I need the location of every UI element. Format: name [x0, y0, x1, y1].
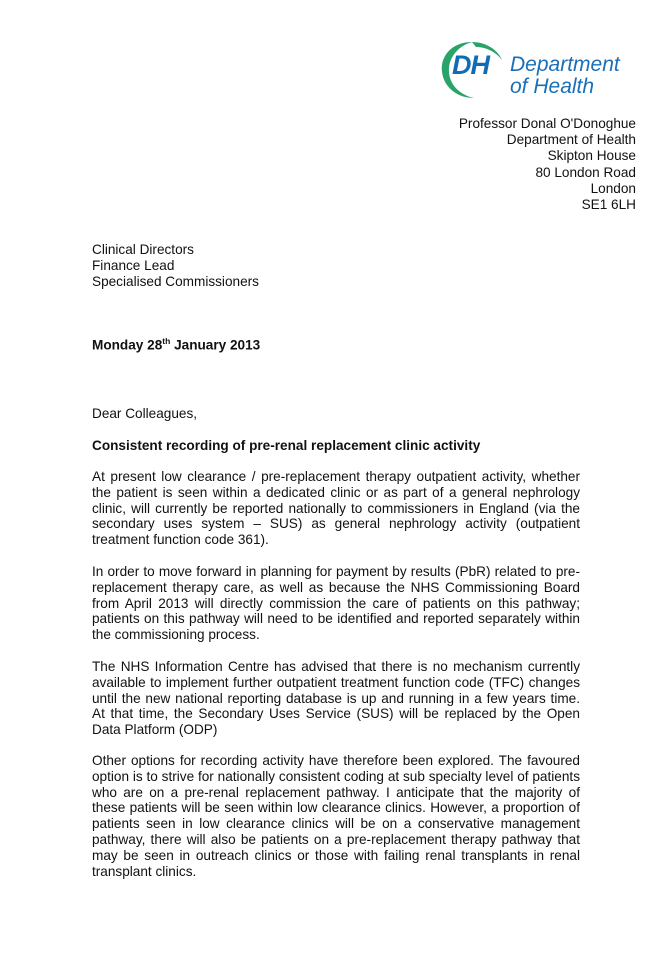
- body-paragraph: At present low clearance / pre-replacement therapy outpatient activity, whether the patient is seen within a dedicated clinic or as part of a general nephrology clinic, will currently be reported nationally to commissioners in England (via the secondary uses system – SUS) as general nephrology activity (outpatient treatment function code 361).: [92, 469, 580, 548]
- sender-name: Professor Donal O'Donoghue: [458, 116, 636, 131]
- sender-building: Skipton House: [547, 148, 636, 164]
- recipient-line: Finance Lead: [92, 258, 175, 273]
- sender-org: Department of Health: [506, 132, 636, 148]
- logo-wordmark: [510, 54, 620, 98]
- recipient-line: Clinical Directors: [92, 242, 194, 257]
- recipient-line: Specialised Commissioners: [92, 274, 259, 289]
- logo-line-2: of Health: [510, 75, 595, 98]
- recipient-list: [92, 242, 259, 290]
- logo-abbrev: DH: [452, 50, 489, 80]
- date-ordinal: th: [162, 336, 171, 346]
- sender-address: [459, 116, 636, 213]
- date-day: Monday 28: [92, 337, 163, 353]
- letter-date: [92, 336, 260, 353]
- sender-street: 80 London Road: [535, 164, 636, 180]
- body-paragraph: The NHS Information Centre has advised that there is no mechanism currently available to implement further outpatient treatment function code (TFC) changes until the new national reporting database is up and running in a few years time. At that time, the Secondary Uses Service (SUS) will be replaced by the Open Data Platform (ODP): [92, 659, 580, 738]
- sender-postcode: SE1 6LH: [581, 197, 636, 213]
- body-paragraph: In order to move forward in planning for payment by results (PbR) related to pre-replacement therapy care, as well as because the NHS Commissioning Board from April 2013 will directly commission the care of patients on this pathway; patients on this pathway will need to be identified and reported separately within the commissioning process.: [92, 564, 580, 643]
- department-of-health-logo: [438, 38, 638, 102]
- date-month-year: January 2013: [170, 337, 261, 353]
- salutation: Dear Colleagues,: [92, 406, 198, 421]
- logo-line-1: Department: [510, 53, 620, 76]
- letter-subject: Consistent recording of pre-renal replacement clinic activity: [92, 438, 481, 453]
- body-paragraph: Other options for recording activity have therefore been explored. The favoured option is to strive for nationally consistent coding at sub specialty level of patients who are on a pre-renal replacement pathway. I anticipate that the majority of these patients will be seen within low clearance clinics. However, a proportion of patients seen in low clearance clinics will be on a conservative management pathway, there will also be patients on a pre-replacement therapy pathway that may be seen in outreach clinics or those with failing renal transplants in renal transplant clinics.: [92, 753, 580, 879]
- sender-city: London: [590, 180, 636, 196]
